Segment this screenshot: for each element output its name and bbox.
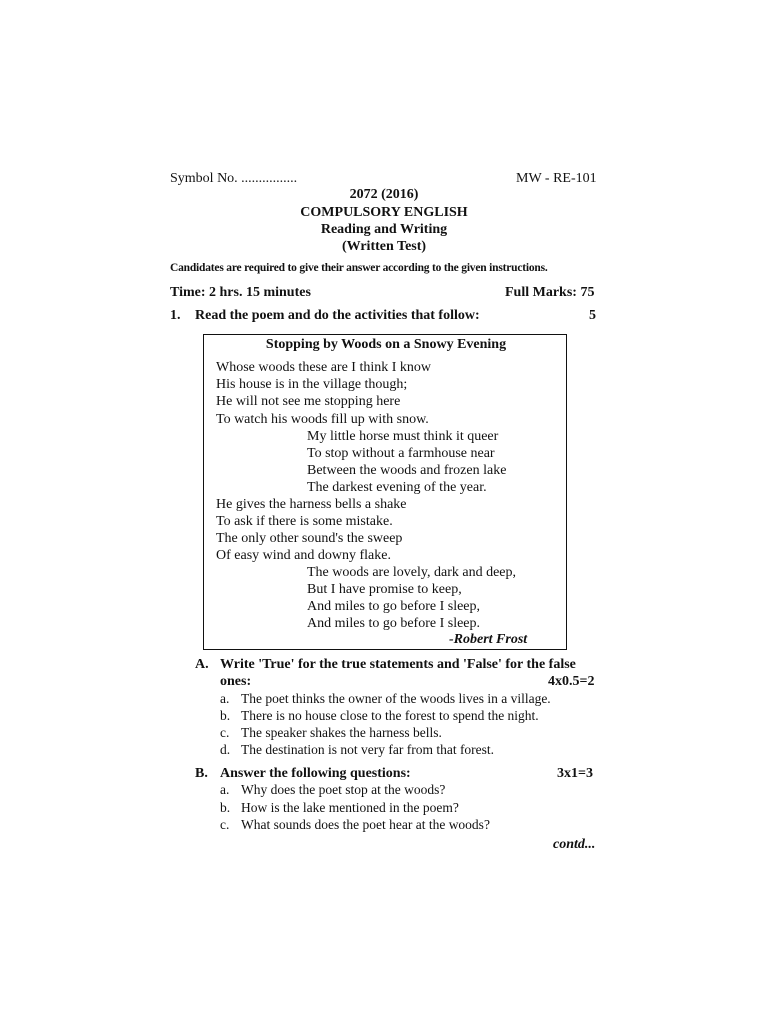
poem-line: To watch his woods fill up with snow.	[216, 412, 429, 427]
full-marks: Full Marks: 75	[505, 285, 595, 300]
statement-label: d.	[220, 742, 231, 757]
statement-label: b.	[220, 708, 231, 723]
poem-line: To ask if there is some mistake.	[216, 514, 393, 529]
time-allowed: Time: 2 hrs. 15 minutes	[170, 285, 311, 300]
instructions: Candidates are required to give their answer according to the given instructions.	[170, 262, 548, 274]
poem-line: The only other sound's the sweep	[216, 531, 403, 546]
statement-text: There is no house close to the forest to spend the night.	[241, 708, 539, 723]
poem-line: Whose woods these are I think I know	[216, 360, 432, 375]
question-label: c.	[220, 817, 230, 832]
statement-text: The poet thinks the owner of the woods lives in a village.	[241, 691, 551, 706]
symbol-number: Symbol No. ................	[170, 171, 298, 186]
section-a-instruction: Write 'True' for the true statements and 'False' for the false	[220, 657, 576, 672]
poem-box	[203, 334, 567, 650]
poem-line: The darkest evening of the year.	[307, 480, 487, 495]
section-a-instruction-cont: ones:	[220, 674, 252, 689]
question-item-text: How is the lake mentioned in the poem?	[241, 800, 459, 815]
test-type: (Written Test)	[341, 239, 427, 254]
question-number: 1.	[170, 308, 181, 323]
poem-line: Between the woods and frozen lake	[307, 463, 507, 478]
paper-title: Reading and Writing	[320, 222, 448, 237]
question-item-text: What sounds does the poet hear at the woods?	[241, 817, 490, 832]
poem-author: -Robert Frost	[449, 632, 528, 647]
poem-line: And miles to go before I sleep,	[307, 599, 481, 614]
poem-line: His house is in the village though;	[216, 377, 408, 392]
poem-line: The woods are lovely, dark and deep,	[307, 565, 517, 580]
subject-title: COMPULSORY ENGLISH	[300, 205, 468, 220]
paper-code: MW - RE-101	[516, 171, 597, 186]
poem-line: He will not see me stopping here	[216, 394, 401, 409]
poem-title: Stopping by Woods on a Snowy Evening	[265, 337, 507, 352]
statement-label: a.	[220, 691, 230, 706]
statement-text: The speaker shakes the harness bells.	[241, 725, 442, 740]
section-b-marks: 3x1=3	[557, 766, 593, 781]
question-text: Read the poem and do the activities that follow:	[195, 308, 480, 323]
statement-label: c.	[220, 725, 230, 740]
statement-text: The destination is not very far from that forest.	[241, 742, 495, 757]
question-marks: 5	[589, 308, 596, 323]
poem-line: To stop without a farmhouse near	[307, 446, 495, 461]
exam-year: 2072 (2016)	[349, 187, 419, 202]
section-b-instruction: Answer the following questions:	[220, 766, 411, 781]
question-label: a.	[220, 782, 230, 797]
section-a-letter: A.	[195, 657, 209, 672]
continued-note: contd...	[553, 837, 596, 852]
question-item-text: Why does the poet stop at the woods?	[241, 782, 446, 797]
section-b-letter: B.	[195, 766, 208, 781]
poem-line: My little horse must think it queer	[307, 429, 499, 444]
poem-line: Of easy wind and downy flake.	[216, 548, 391, 563]
poem-line: He gives the harness bells a shake	[216, 497, 407, 512]
poem-line: But I have promise to keep,	[307, 582, 462, 597]
section-a-marks: 4x0.5=2	[548, 674, 595, 689]
poem-line: And miles to go before I sleep.	[307, 616, 481, 631]
question-label: b.	[220, 800, 231, 815]
